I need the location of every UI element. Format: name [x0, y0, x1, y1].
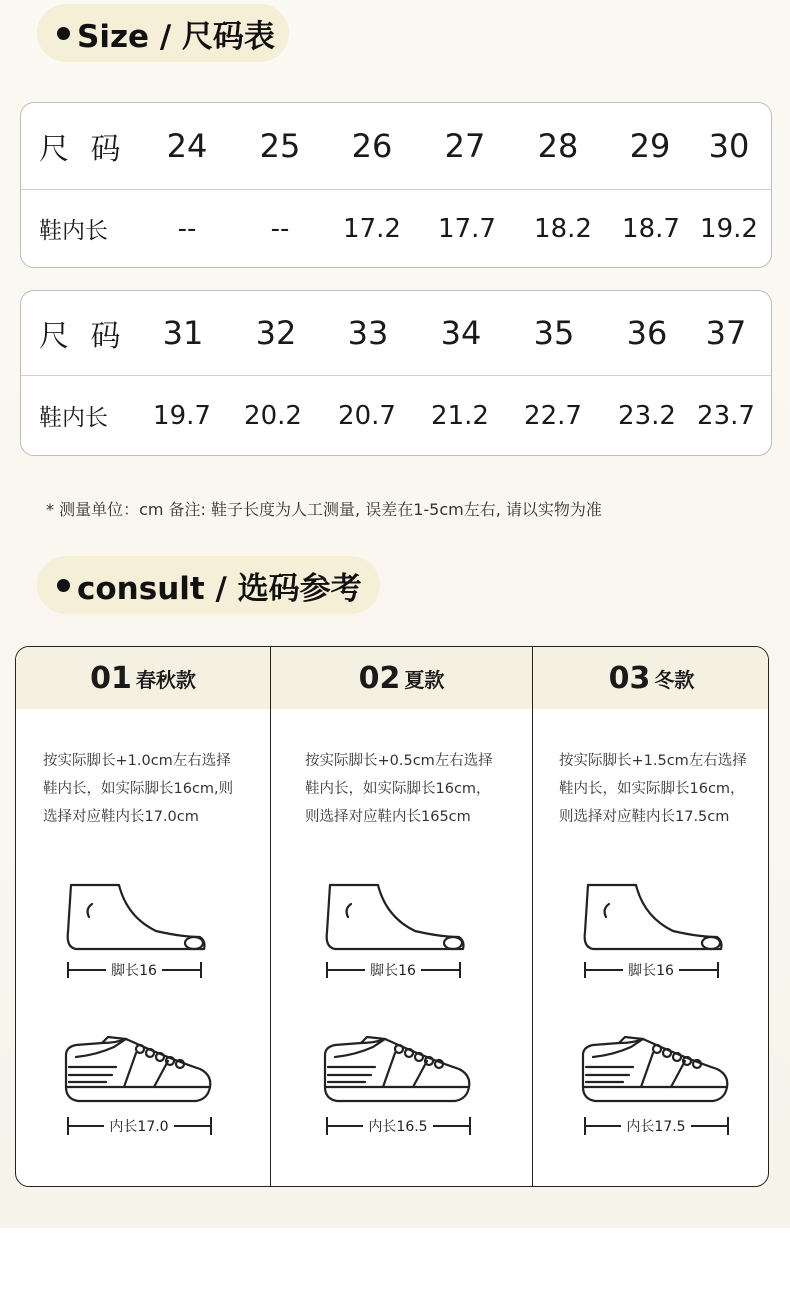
- length-row-label: 鞋内长: [39, 405, 108, 431]
- size-row: [21, 103, 771, 189]
- size-cell: 26: [351, 127, 393, 165]
- description-line: 鞋内长，如实际脚长16cm，: [559, 781, 745, 797]
- size-table-2: [20, 290, 772, 456]
- length-cell: --: [270, 213, 290, 244]
- foot-length-label: 脚长16: [628, 963, 674, 979]
- length-cell: 21.2: [431, 400, 489, 431]
- description-line: 按实际脚长+1.0cm左右选择: [43, 753, 231, 769]
- consult-section-title-text: consult / 选码参考: [77, 570, 362, 607]
- consult-column-2: [270, 647, 532, 1186]
- size-cell: 25: [259, 127, 301, 165]
- column-season: 春秋款: [135, 667, 196, 692]
- length-row: [21, 189, 771, 267]
- length-cell: 19.7: [153, 400, 211, 431]
- size-cell: 36: [626, 314, 668, 352]
- length-cell: 18.2: [534, 213, 592, 244]
- foot-icon: [327, 885, 464, 949]
- column-number: 02: [358, 660, 401, 696]
- bullet-icon: [57, 579, 70, 592]
- sneaker-icon: [325, 1037, 469, 1101]
- length-cell: 19.2: [700, 213, 758, 244]
- size-cell: 30: [708, 127, 750, 165]
- consult-column-header: [533, 647, 769, 709]
- foot-and-shoe-illustration: [271, 877, 533, 1187]
- size-section-title: [37, 4, 289, 62]
- description-line: 鞋内长，如实际脚长16cm,则: [43, 781, 234, 797]
- description-line: 则选择对应鞋内长165cm: [305, 809, 471, 825]
- size-cell: 32: [255, 314, 297, 352]
- size-cell: 33: [347, 314, 389, 352]
- foot-icon: [585, 885, 722, 949]
- consult-column-header: [16, 647, 270, 709]
- consult-column-header: [271, 647, 532, 709]
- sneaker-icon: [583, 1037, 727, 1101]
- length-cell: 23.2: [618, 400, 676, 431]
- size-cell: 35: [533, 314, 575, 352]
- size-row: [21, 291, 771, 375]
- size-cell: 31: [162, 314, 204, 352]
- length-cell: 20.2: [244, 400, 302, 431]
- shoe-length-label: 内长16.5: [368, 1119, 428, 1135]
- size-table-1: [20, 102, 772, 268]
- size-cell: 24: [166, 127, 208, 165]
- size-cell: 28: [537, 127, 579, 165]
- column-description: [305, 747, 493, 831]
- size-row-label: 尺 码: [39, 132, 127, 167]
- foot-and-shoe-illustration: [533, 877, 769, 1187]
- length-cell: 17.7: [438, 213, 496, 244]
- consult-panel: [15, 646, 769, 1187]
- consult-section-title: [37, 556, 380, 614]
- size-row-label: 尺 码: [39, 319, 127, 354]
- bullet-icon: [57, 27, 70, 40]
- description-line: 按实际脚长+0.5cm左右选择: [305, 753, 493, 769]
- length-cell: --: [177, 213, 197, 244]
- length-cell: 23.7: [697, 400, 755, 431]
- description-line: 鞋内长，如实际脚长16cm，: [305, 781, 491, 797]
- consult-column-1: [16, 647, 270, 1186]
- length-row-label: 鞋内长: [39, 218, 108, 244]
- length-cell: 22.7: [524, 400, 582, 431]
- shoe-length-label: 内长17.5: [626, 1119, 686, 1135]
- measurement-note: * 测量单位：cm 备注: 鞋子长度为人工测量, 误差在1-5cm左右, 请以实物为准: [46, 500, 602, 519]
- length-cell: 20.7: [338, 400, 396, 431]
- column-season: 冬款: [654, 667, 695, 692]
- foot-and-shoe-illustration: [16, 877, 270, 1187]
- foot-length-label: 脚长16: [111, 963, 157, 979]
- length-cell: 17.2: [343, 213, 401, 244]
- foot-length-label: 脚长16: [370, 963, 416, 979]
- column-description: [559, 747, 747, 831]
- column-number: 01: [90, 660, 132, 696]
- length-row: [21, 375, 771, 455]
- length-cell: 18.7: [622, 213, 680, 244]
- shoe-length-label: 内长17.0: [109, 1119, 169, 1135]
- description-line: 则选择对应鞋内长17.5cm: [559, 809, 730, 825]
- consult-column-3: [532, 647, 769, 1186]
- size-cell: 27: [444, 127, 486, 165]
- description-line: 选择对应鞋内长17.0cm: [43, 809, 199, 825]
- description-line: 按实际脚长+1.5cm左右选择: [559, 753, 747, 769]
- column-number: 03: [608, 660, 651, 696]
- foot-icon: [68, 885, 205, 949]
- size-cell: 34: [440, 314, 482, 352]
- size-cell: 37: [705, 314, 747, 352]
- column-season: 夏款: [404, 667, 445, 692]
- size-section-title-text: Size / 尺码表: [77, 18, 275, 55]
- size-cell: 29: [629, 127, 671, 165]
- column-description: [43, 747, 233, 831]
- sneaker-icon: [66, 1037, 210, 1101]
